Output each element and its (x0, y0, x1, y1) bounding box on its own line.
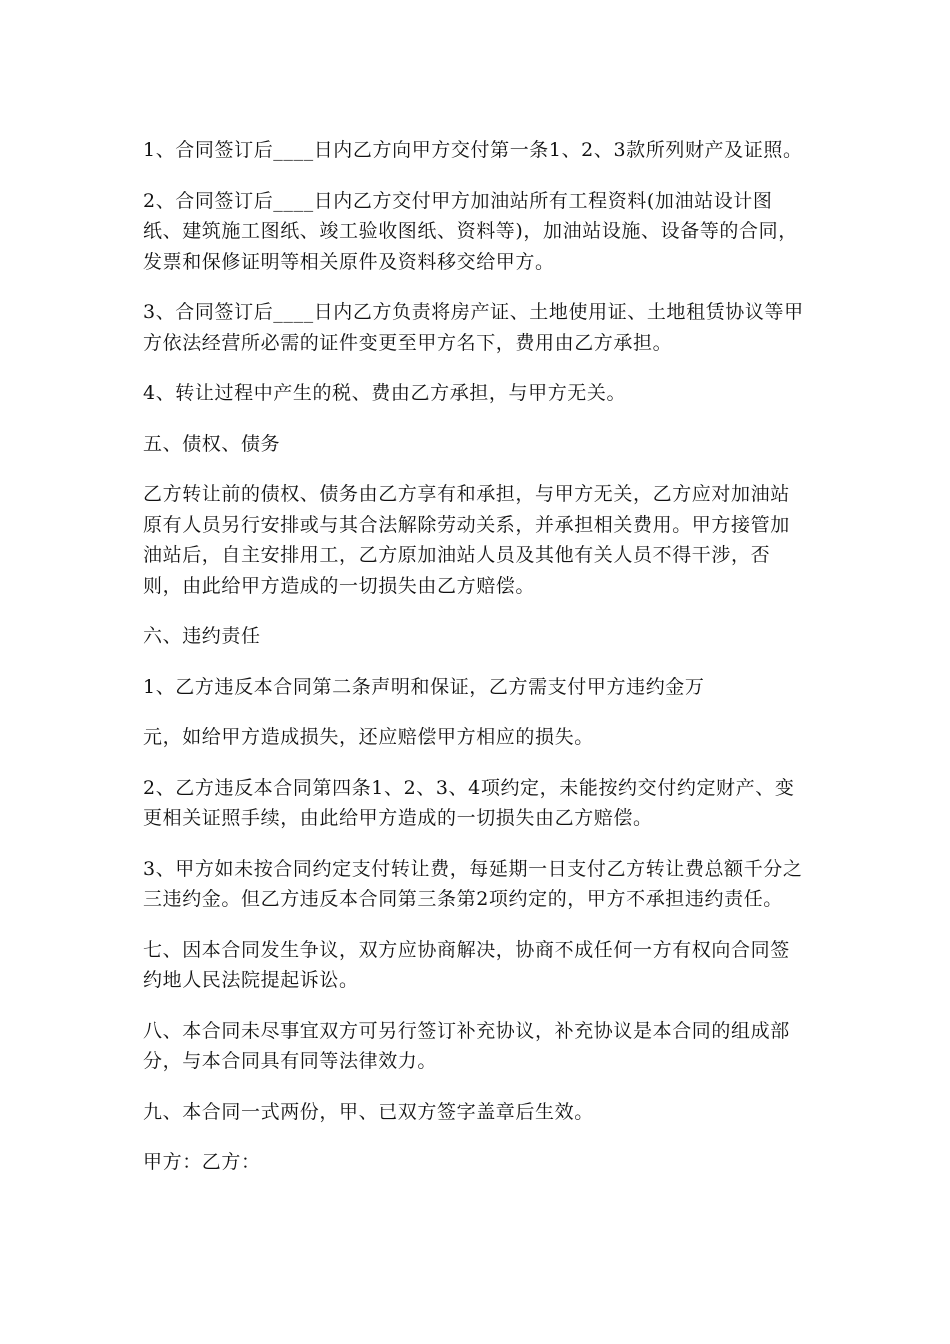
section-9-copies: 九、本合同一式两份，甲、已双方签字盖章后生效。 (143, 1100, 594, 1123)
section-8-supplement: 八、本合同未尽事宜双方可另行签订补充协议，补充协议是本合同的组成部分，与本合同具有同等法律效力。 (143, 1019, 790, 1072)
paragraph-breach-1a: 1、乙方违反本合同第二条声明和保证，乙方需支付甲方违约金万 (143, 675, 705, 698)
paragraph-3: 3、合同签订后____日内乙方负责将房产证、土地使用证、土地租赁协议等甲方依法经营所必需的证件变更至甲方名下，费用由乙方承担。 (143, 301, 804, 354)
paragraph-2: 2、合同签订后____日内乙方交付甲方加油站所有工程资料(加油站设计图纸、建筑施工图纸、竣工验收图纸、资料等)，加油站设施、设备等的合同，发票和保修证明等相关原件及资料移交给甲方。 (143, 189, 798, 273)
paragraph-breach-3: 3、甲方如未按合同约定支付转让费，每延期一日支付乙方转让费总额千分之三违约金。但乙方违反本合同第三条第2项约定的，甲方不承担违约责任。 (143, 857, 803, 910)
paragraph-4: 4、转让过程中产生的税、费由乙方承担，与甲方无关。 (143, 382, 627, 404)
document-body (143, 135, 808, 1198)
section-heading-5: 五、债权、债务 (143, 432, 281, 455)
paragraph-debt: 乙方转让前的债权、债务由乙方享有和承担，与甲方无关，乙方应对加油站原有人员另行安排或与其合法解除劳动关系，并承担相关费用。甲方接管加油站后，自主安排用工，乙方原加油站人员及其他有关人员不得干涉，否则，由此给甲方造成的一切损失由乙方赔偿。 (143, 483, 790, 597)
section-heading-6: 六、违约责任 (143, 625, 261, 647)
paragraph-breach-2: 2、乙方违反本合同第四条1、2、3、4项约定，未能按约交付约定财产、变更相关证照手续，由此给甲方造成的一切损失由乙方赔偿。 (143, 776, 795, 829)
paragraph-1: 1、合同签订后____日内乙方向甲方交付第一条1、2、3款所列财产及证照。 (143, 139, 803, 161)
paragraph-breach-1b: 元，如给甲方造成损失，还应赔偿甲方相应的损失。 (143, 726, 594, 748)
section-7-dispute: 七、因本合同发生争议，双方应协商解决，协商不成任何一方有权向合同签约地人民法院提起诉讼。 (143, 938, 790, 991)
signature-line: 甲方：乙方： (143, 1151, 261, 1173)
